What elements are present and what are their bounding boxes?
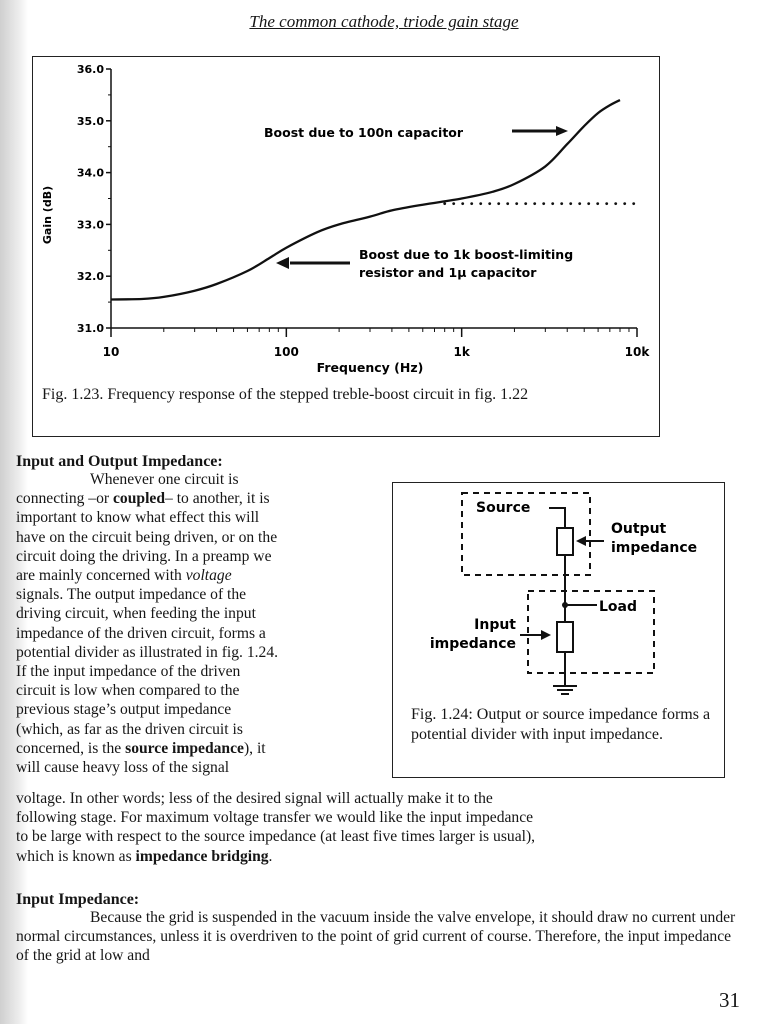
y-tick-label: 33.0 [76, 218, 104, 232]
input-arrowhead [541, 630, 551, 640]
annotation-1k-line2: resistor and 1µ capacitor [359, 265, 537, 280]
annotation-100n: Boost due to 100n capacitor [264, 125, 464, 140]
full-line-4: which is known as impedance bridging. [16, 847, 273, 865]
line-2: connecting –or coupled– to another, it is [16, 490, 270, 508]
output-label: Output [611, 521, 667, 537]
line-7: signals. The output impedance of the [16, 586, 247, 604]
running-header: The common cathode, triode gain stage [249, 12, 519, 31]
source-wire-top [549, 508, 565, 528]
output-impedance-resistor [557, 528, 573, 555]
x-tick-label: 100 [273, 345, 299, 359]
line-15: concerned, is the source impedance), it [16, 739, 266, 757]
input-impedance-resistor [557, 622, 573, 652]
line-10: potential divider as illustrated in fig. 1.24. [16, 643, 279, 661]
x-axis-label: Frequency (Hz) [316, 360, 424, 375]
full-line-3: to be large with respect to the source impedance (at least five times larger is usual), [16, 828, 536, 846]
input-impedance-paragraph: Because the grid is suspended in the vacuum inside the valve envelope, it should draw no current under normal circumstances, unless it is overdriven to the point of grid current of course. Therefore, the input impedance of the grid at low and [16, 909, 736, 965]
section-heading-io-impedance: Input and Output Impedance: [16, 453, 223, 470]
output-arrowhead [576, 536, 586, 546]
line-5: circuit doing the driving. In a preamp we [16, 547, 272, 565]
load-label: Load [599, 599, 638, 615]
annotation-1k-line1: Boost due to 1k boost-limiting [359, 247, 574, 262]
input-label: Input [474, 617, 516, 633]
figure-1-23-caption: Fig. 1.23. Frequency response of the stepped treble-boost circuit in fig. 1.22 [42, 386, 529, 403]
input-label-2: impedance [429, 636, 516, 652]
full-line-1: voltage. In other words; less of the desired signal will actually make it to the [16, 790, 493, 807]
line-13: previous stage’s output impedance [16, 701, 232, 719]
y-tick-label: 34.0 [76, 166, 104, 180]
y-tick-label: 32.0 [76, 270, 104, 284]
source-label: Source [476, 500, 531, 516]
line-9: impedance of the driven circuit, forms a [16, 624, 266, 642]
page-number: 31 [719, 988, 740, 1012]
line-16: will cause heavy loss of the signal [16, 759, 230, 777]
y-tick-label: 35.0 [76, 114, 104, 128]
figure-1-24-caption: Fig. 1.24: Output or source impedance forms a potential divider with input impedance. [411, 706, 711, 743]
line-8: driving circuit, when feeding the input [16, 605, 256, 623]
full-line-2: following stage. For maximum voltage transfer we would like the input impedance [16, 809, 534, 827]
line-12: circuit is low when compared to the [16, 682, 240, 700]
y-tick-label: 31.0 [76, 322, 104, 335]
x-tick-label: 1k [453, 345, 470, 359]
line-3: important to know what effect this will [16, 509, 260, 527]
x-tick-label: 10 [102, 345, 120, 359]
section-heading-input-impedance: Input Impedance: [16, 891, 140, 908]
y-axis-label: Gain (dB) [41, 185, 54, 245]
line-4: have on the circuit being driven, or on the [16, 528, 278, 546]
line-1: Whenever one circuit is [90, 471, 239, 488]
x-tick-label: 10k [624, 345, 650, 359]
y-tick-label: 36.0 [76, 63, 104, 76]
output-label-2: impedance [611, 540, 698, 556]
line-6: are mainly concerned with voltage [16, 567, 232, 585]
line-11: If the input impedance of the driven [16, 663, 241, 681]
line-14: (which, as far as the driven circuit is [16, 720, 243, 738]
